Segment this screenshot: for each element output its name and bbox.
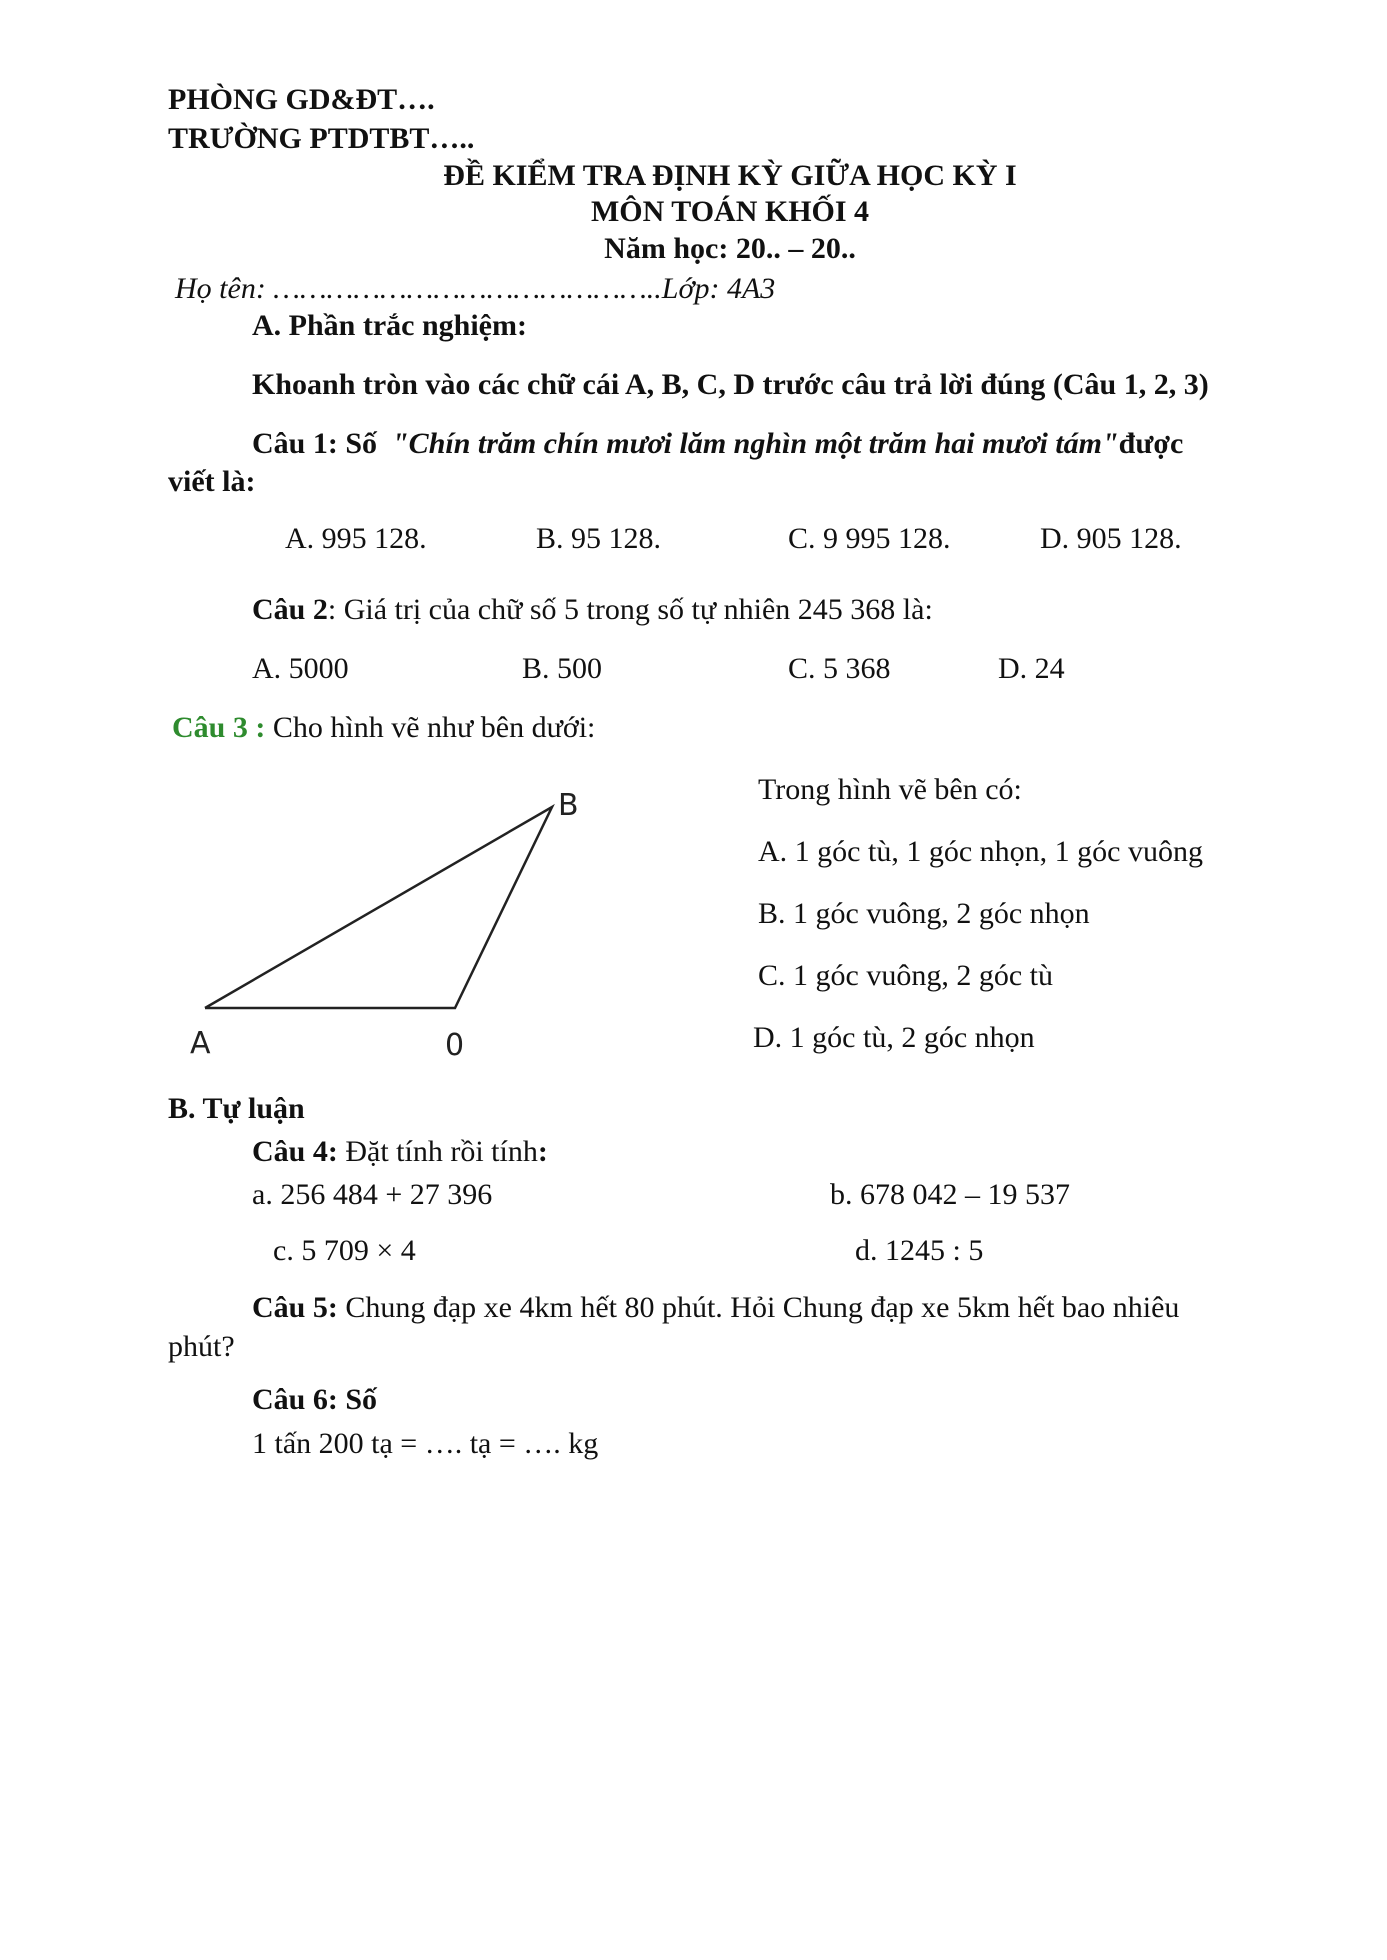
question-5-continuation: phút? <box>168 1330 235 1363</box>
question-2 <box>252 592 933 628</box>
triangle-edges <box>205 807 552 1008</box>
question-3-text: Cho hình vẽ như bên dưới: <box>265 711 596 744</box>
school-year: Năm học: 20.. – 20.. <box>604 232 856 265</box>
question-2-text: : Giá trị của chữ số 5 trong số tự nhiên 245 368 là: <box>327 593 933 626</box>
question-4-item-a: a. 256 484 + 27 396 <box>252 1178 493 1211</box>
question-4-item-c: c. 5 709 × 4 <box>273 1234 416 1267</box>
question-1-option-a[interactable]: A. 995 128. <box>285 522 427 555</box>
exam-subject: MÔN TOÁN KHỐI 4 <box>590 195 870 228</box>
question-3 <box>172 710 595 746</box>
question-3-option-d[interactable]: D. 1 góc tù, 2 góc nhọn <box>753 1021 1035 1054</box>
question-6-label: Câu 6: Số <box>252 1383 378 1416</box>
question-3-option-c[interactable]: C. 1 góc vuông, 2 góc tù <box>758 959 1053 992</box>
office-name: PHÒNG GD&ĐT…. <box>168 83 435 116</box>
question-3-prompt: Trong hình vẽ bên có: <box>758 773 1022 806</box>
question-4-label: Câu 4: <box>252 1135 338 1168</box>
question-3-label: Câu 3 : <box>172 711 266 744</box>
question-2-option-a[interactable]: A. 5000 <box>252 652 349 685</box>
question-1-option-c[interactable]: C. 9 995 128. <box>788 522 951 555</box>
question-3-option-b[interactable]: B. 1 góc vuông, 2 góc nhọn <box>758 897 1090 930</box>
question-1 <box>252 426 1183 462</box>
question-2-option-c[interactable]: C. 5 368 <box>788 652 891 685</box>
question-1-tail: được <box>1118 427 1184 460</box>
question-2-option-d[interactable]: D. 24 <box>998 652 1065 685</box>
student-info-line: Họ tên: ……………………………………..Lớp: 4A3 <box>175 272 776 305</box>
question-4-item-b: b. 678 042 – 19 537 <box>830 1178 1070 1211</box>
vertex-label-a: A <box>190 1026 211 1061</box>
question-1-continuation: viết là: <box>168 465 256 498</box>
school-name: TRƯỜNG PTDTBT….. <box>168 122 475 155</box>
question-1-label: Câu 1: Số <box>252 427 378 460</box>
question-4-text: Đặt tính rồi tính <box>337 1135 538 1168</box>
exam-title: ĐỀ KIỂM TRA ĐỊNH KỲ GIỮA HỌC KỲ I <box>443 159 1017 192</box>
question-4-item-d: d. 1245 : 5 <box>855 1234 984 1267</box>
question-5-text: Chung đạp xe 4km hết 80 phút. Hỏi Chung đạp xe 5km hết bao nhiêu <box>337 1291 1180 1324</box>
question-5-label: Câu 5: <box>252 1291 338 1324</box>
question-4-colon: : <box>537 1135 548 1168</box>
question-2-option-b[interactable]: B. 500 <box>522 652 603 685</box>
triangle-diagram <box>180 775 640 1075</box>
question-3-option-a[interactable]: A. 1 góc tù, 1 góc nhọn, 1 góc vuông <box>758 835 1203 868</box>
question-1-option-b[interactable]: B. 95 128. <box>536 522 662 555</box>
section-b-title: B. Tự luận <box>168 1092 305 1125</box>
question-5 <box>252 1290 1179 1326</box>
question-1-quote: "Chín trăm chín mươi lăm nghìn một trăm hai mươi tám" <box>392 427 1119 460</box>
question-2-label: Câu 2 <box>252 593 328 626</box>
section-a-instruction: Khoanh tròn vào các chữ cái A, B, C, D trước câu trả lời đúng (Câu 1, 2, 3) <box>252 368 1209 401</box>
question-6-text: 1 tấn 200 tạ = …. tạ = …. kg <box>252 1427 599 1460</box>
question-4 <box>252 1134 548 1170</box>
question-1-option-d[interactable]: D. 905 128. <box>1040 522 1182 555</box>
vertex-label-o: 0 <box>445 1028 465 1063</box>
triangle-figure <box>180 775 640 1075</box>
section-a-title: A. Phần trắc nghiệm: <box>252 309 527 342</box>
vertex-label-b: B <box>558 788 579 823</box>
